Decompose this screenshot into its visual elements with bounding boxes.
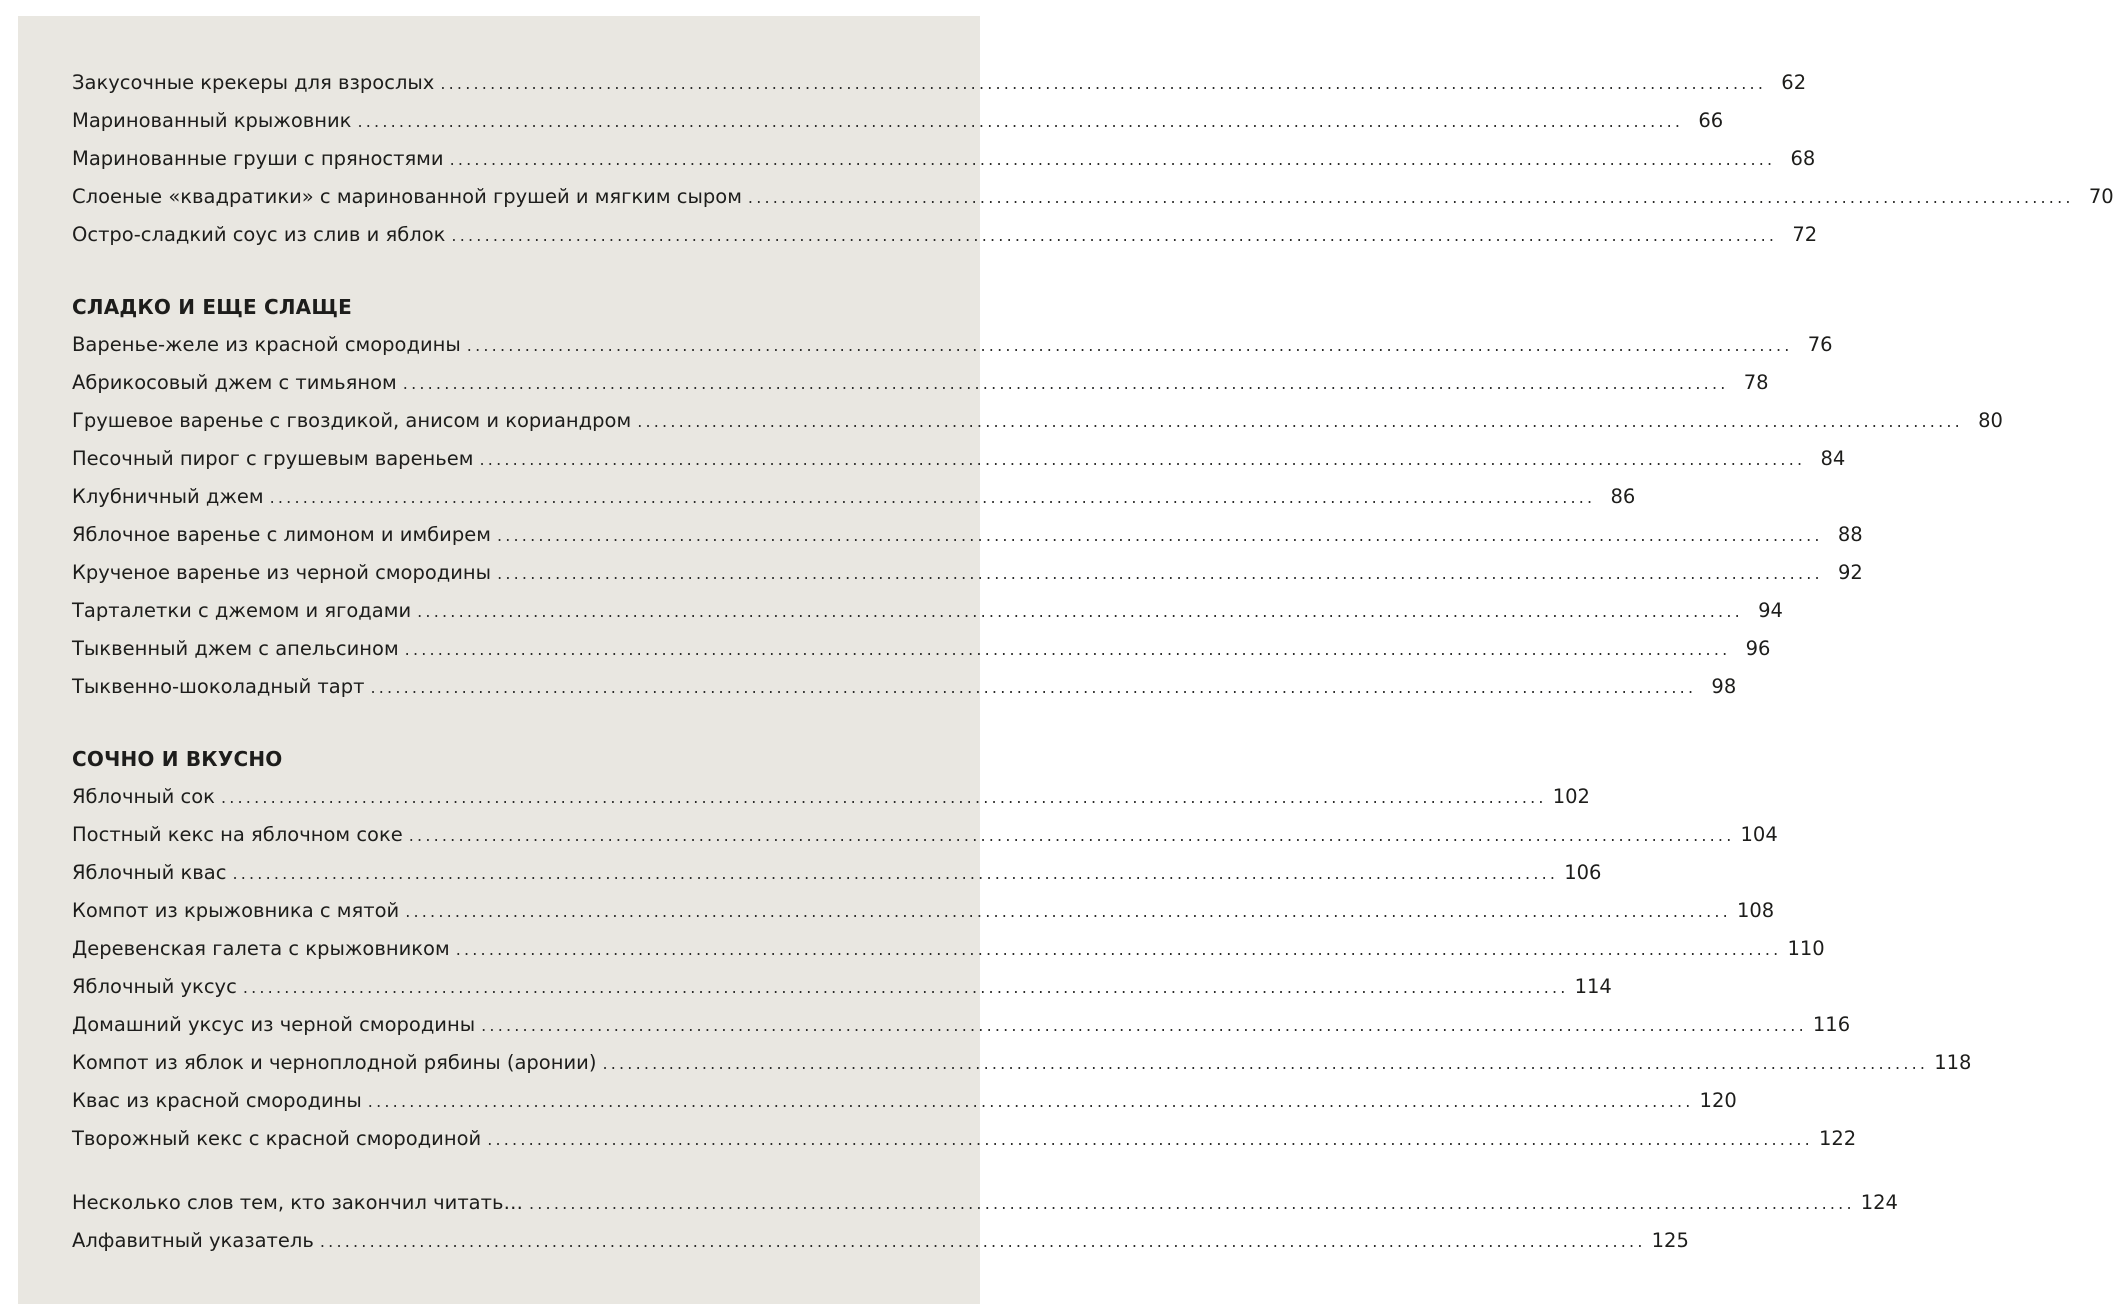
toc-entry bbox=[72, 554, 1863, 592]
dot-leader: ................................................................................................................................................................ bbox=[319, 1232, 1646, 1251]
toc-entry-page: 72 bbox=[1792, 223, 1818, 246]
toc-entry-page: 120 bbox=[1699, 1089, 1737, 1112]
dot-leader: ................................................................................................................................................................ bbox=[370, 678, 1697, 697]
dot-leader: ................................................................................................................................................................ bbox=[357, 112, 1684, 131]
toc-entry-page: 125 bbox=[1651, 1229, 1689, 1252]
dot-leader: ................................................................................................................................................................ bbox=[602, 1054, 1929, 1073]
toc-entry-title: Клубничный джем bbox=[72, 485, 264, 508]
dot-leader: ................................................................................................................................................................ bbox=[242, 978, 1569, 997]
dot-leader: ................................................................................................................................................................ bbox=[637, 412, 1963, 431]
dot-leader: ................................................................................................................................................................ bbox=[405, 902, 1731, 921]
toc-entry bbox=[72, 816, 1778, 854]
toc-entry-title: Песочный пирог с грушевым вареньем bbox=[72, 447, 474, 470]
toc-entry bbox=[72, 326, 1833, 364]
toc-entry bbox=[72, 64, 1807, 102]
toc-entry bbox=[72, 592, 1783, 630]
toc-entry-title: Постный кекс на яблочном соке bbox=[72, 823, 403, 846]
toc-entry-title: Деревенская галета с крыжовником bbox=[72, 937, 450, 960]
toc-entry bbox=[72, 1222, 1689, 1260]
toc-entry-title: Компот из крыжовника с мятой bbox=[72, 899, 400, 922]
toc-group-sweet bbox=[72, 288, 2003, 706]
book-page bbox=[18, 16, 2114, 1304]
toc-group-final bbox=[72, 1184, 1898, 1260]
dot-leader: ................................................................................................................................................................ bbox=[455, 940, 1782, 959]
toc-entry-title: Компот из яблок и черноплодной рябины (аронии) bbox=[72, 1051, 597, 1074]
toc-entry bbox=[72, 892, 1775, 930]
toc-entry bbox=[72, 516, 1863, 554]
dot-leader: ................................................................................................................................................................ bbox=[404, 640, 1731, 659]
toc-entry bbox=[72, 668, 1737, 706]
toc-entry-title: Тыквенный джем с апельсином bbox=[72, 637, 399, 660]
toc-entry bbox=[72, 102, 1724, 140]
toc-entry-page: 96 bbox=[1745, 637, 1771, 660]
toc-group-juicy bbox=[72, 740, 1972, 1158]
toc-entry bbox=[72, 1184, 1898, 1222]
toc-entry-title: Яблочный квас bbox=[72, 861, 227, 884]
toc-entry-title: Варенье-желе из красной смородины bbox=[72, 333, 461, 356]
dot-leader: ................................................................................................................................................................ bbox=[449, 150, 1776, 169]
dot-leader: ................................................................................................................................................................ bbox=[408, 826, 1735, 845]
toc-entry-title: Остро-сладкий соус из слив и яблок bbox=[72, 223, 446, 246]
toc-entry-page: 76 bbox=[1807, 333, 1833, 356]
toc-entry-page: 66 bbox=[1698, 109, 1724, 132]
toc-entry bbox=[72, 1120, 1857, 1158]
dot-leader: ................................................................................................................................................................ bbox=[497, 564, 1823, 583]
dot-leader: ................................................................................................................................................................ bbox=[367, 1092, 1694, 1111]
toc-entry-page: 110 bbox=[1787, 937, 1825, 960]
dot-leader: ................................................................................................................................................................ bbox=[481, 1016, 1807, 1035]
toc-entry-title: Закусочные крекеры для взрослых bbox=[72, 71, 435, 94]
dot-leader: ................................................................................................................................................................ bbox=[440, 74, 1767, 93]
toc-entry-page: 94 bbox=[1758, 599, 1783, 622]
dot-leader: ................................................................................................................................................................ bbox=[232, 864, 1559, 883]
toc-entry-title: Маринованные груши с пряностями bbox=[72, 147, 444, 170]
toc-entry-title: Слоеные «квадратики» с маринованной грушей и мягким сыром bbox=[72, 185, 742, 208]
toc-entry-page: 108 bbox=[1736, 899, 1775, 922]
toc-entry-page: 102 bbox=[1552, 785, 1590, 808]
dot-leader: ................................................................................................................................................................ bbox=[451, 226, 1778, 245]
section-spacer bbox=[72, 1158, 928, 1184]
toc-entry-title: Алфавитный указатель bbox=[72, 1229, 314, 1252]
dot-leader: ................................................................................................................................................................ bbox=[528, 1194, 1855, 1213]
section-spacer bbox=[72, 706, 928, 740]
toc-entry-page: 116 bbox=[1812, 1013, 1851, 1036]
toc-entry-page: 124 bbox=[1860, 1191, 1898, 1214]
toc-entry bbox=[72, 402, 2003, 440]
toc-entry-page: 118 bbox=[1934, 1051, 1972, 1074]
toc-entry bbox=[72, 1044, 1972, 1082]
dot-leader: ................................................................................................................................................................ bbox=[269, 488, 1596, 507]
toc-entry-page: 98 bbox=[1711, 675, 1737, 698]
toc-entry-page: 92 bbox=[1838, 561, 1863, 584]
toc-entry-title: Тарталетки с джемом и ягодами bbox=[72, 599, 412, 622]
toc-entry bbox=[72, 930, 1825, 968]
dot-leader: ................................................................................................................................................................ bbox=[487, 1130, 1813, 1149]
toc-group-intro bbox=[72, 64, 2114, 254]
toc-entry bbox=[72, 216, 1818, 254]
dot-leader: ................................................................................................................................................................ bbox=[747, 188, 2074, 207]
toc-entry bbox=[72, 778, 1590, 816]
dot-leader: ................................................................................................................................................................ bbox=[466, 336, 1793, 355]
dot-leader: ................................................................................................................................................................ bbox=[417, 602, 1743, 621]
toc-entry-page: 122 bbox=[1818, 1127, 1857, 1150]
toc-entry bbox=[72, 178, 2114, 216]
dot-leader: ................................................................................................................................................................ bbox=[479, 450, 1806, 469]
toc-entry-title: Домашний уксус из черной смородины bbox=[72, 1013, 476, 1036]
toc-entry bbox=[72, 854, 1602, 892]
toc-entry-title: Грушевое варенье с гвоздикой, анисом и кориандром bbox=[72, 409, 632, 432]
toc-entry-page: 80 bbox=[1978, 409, 2003, 432]
toc-entry-title: Тыквенно-шоколадный тарт bbox=[72, 675, 365, 698]
toc-entry-title: Несколько слов тем, кто закончил читать… bbox=[72, 1191, 523, 1214]
dot-leader: ................................................................................................................................................................ bbox=[496, 526, 1823, 545]
toc-entry-page: 86 bbox=[1610, 485, 1636, 508]
toc-entry-page: 68 bbox=[1790, 147, 1816, 170]
toc-entry bbox=[72, 1082, 1737, 1120]
toc-entry-page: 62 bbox=[1781, 71, 1807, 94]
toc-entry bbox=[72, 478, 1636, 516]
toc-entry-title: Яблочный сок bbox=[72, 785, 215, 808]
toc-entry-page: 70 bbox=[2088, 185, 2114, 208]
toc-entry-title: Абрикосовый джем с тимьяном bbox=[72, 371, 397, 394]
toc-entry bbox=[72, 968, 1612, 1006]
toc-entry-title: Яблочный уксус bbox=[72, 975, 237, 998]
toc-entry bbox=[72, 140, 1816, 178]
toc-entry-page: 88 bbox=[1837, 523, 1863, 546]
toc-entry-page: 114 bbox=[1574, 975, 1612, 998]
dot-leader: ................................................................................................................................................................ bbox=[220, 788, 1547, 807]
toc-entry-title: Творожный кекс с красной смородиной bbox=[72, 1127, 482, 1150]
toc-entry-title: Квас из красной смородины bbox=[72, 1089, 362, 1112]
section-spacer bbox=[72, 254, 928, 288]
toc-entry bbox=[72, 1006, 1851, 1044]
section-heading: СОЧНО И ВКУСНО bbox=[72, 747, 283, 771]
toc-entry-page: 106 bbox=[1564, 861, 1602, 884]
toc-entry bbox=[72, 630, 1771, 668]
toc-entry-title: Маринованный крыжовник bbox=[72, 109, 352, 132]
dot-leader: ................................................................................................................................................................ bbox=[402, 374, 1729, 393]
toc-entry-page: 84 bbox=[1820, 447, 1846, 470]
toc-entry-title: Крученое варенье из черной смородины bbox=[72, 561, 492, 584]
toc-entry-title: Яблочное варенье с лимоном и имбирем bbox=[72, 523, 491, 546]
toc-entry bbox=[72, 364, 1769, 402]
toc-entry-page: 78 bbox=[1743, 371, 1769, 394]
toc-entry-page: 104 bbox=[1740, 823, 1778, 846]
toc-entry bbox=[72, 440, 1846, 478]
section-heading: СЛАДКО И ЕЩЕ СЛАЩЕ bbox=[72, 295, 352, 319]
table-of-contents bbox=[72, 64, 2114, 1260]
